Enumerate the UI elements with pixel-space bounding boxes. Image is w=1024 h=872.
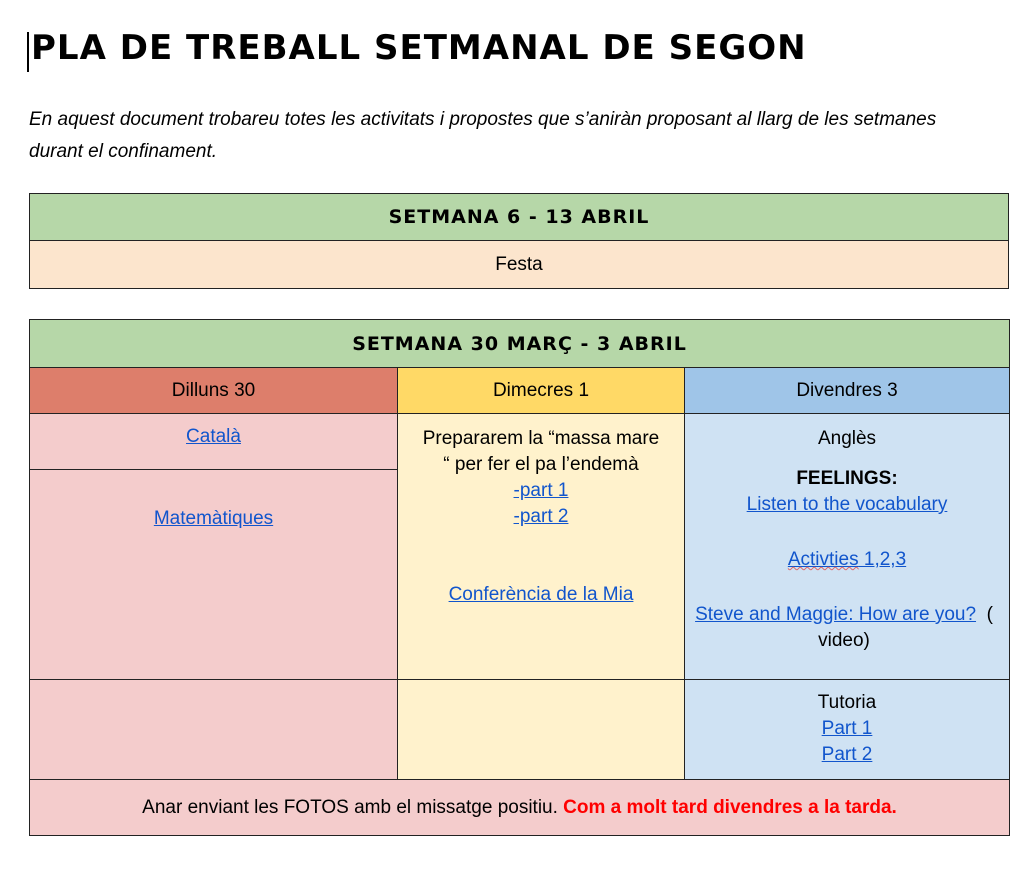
wednesday-text-line1: Prepararem la “massa mare [422,428,660,449]
page-title: PLA DE TREBALL SETMANAL DE SEGON [31,28,807,68]
intro-paragraph: En aquest document trobareu totes les activitats i propostes que s’aniràn proposant al llarg de les setmanes durant el confinament. [29,109,937,162]
week2-table [29,319,1010,836]
friday-tutoria-cell [685,680,1010,780]
wednesday-text-line2: “ per fer el pa l’endemà [443,454,639,475]
footer-deadline: Com a molt tard divendres a la tarda. [563,796,897,818]
week1-table [29,193,1009,289]
link-tutoria-part2[interactable]: Part 2 [821,744,873,765]
activities-numbers: 1,2,3 [858,549,907,570]
monday-cell-catala [30,414,398,470]
wednesday-cell [398,414,685,680]
video-note: ( video) [818,604,993,651]
wednesday-cell-empty [398,680,685,780]
feelings-heading: FEELINGS: [796,468,898,489]
link-matematiques[interactable]: Matemàtiques [153,508,274,529]
day-header-friday: Divendres 3 [685,368,1010,414]
week2-header: SETMANA 30 MARÇ - 3 ABRIL [30,320,1010,368]
link-conferencia[interactable]: Conferència de la Mia [448,584,634,605]
link-vocabulary[interactable]: Listen to the vocabulary [746,494,948,515]
activities-word: Activties [787,549,859,570]
tutoria-label: Tutoria [817,692,877,713]
friday-angles-cell [685,414,1010,680]
text-cursor [27,32,29,72]
footer-note [30,780,1010,836]
link-part1[interactable]: -part 1 [513,480,569,501]
link-activities[interactable] [685,547,1009,573]
week1-header: SETMANA 6 - 13 ABRIL [30,194,1009,241]
video-line [685,602,1009,654]
link-tutoria-part1[interactable]: Part 1 [821,718,873,739]
monday-cell-empty [30,680,398,780]
link-catala[interactable]: Català [186,426,241,447]
link-steve-maggie[interactable]: Steve and Maggie: How are you? [695,604,977,625]
monday-cell-matematiques [30,470,398,680]
day-header-monday: Dilluns 30 [30,368,398,414]
week1-body: Festa [30,241,1009,289]
day-header-wednesday: Dimecres 1 [398,368,685,414]
friday-subject: Anglès [817,428,877,449]
link-part2[interactable]: -part 2 [513,506,569,527]
footer-plain: Anar enviant les FOTOS amb el missatge positiu. [142,796,558,818]
